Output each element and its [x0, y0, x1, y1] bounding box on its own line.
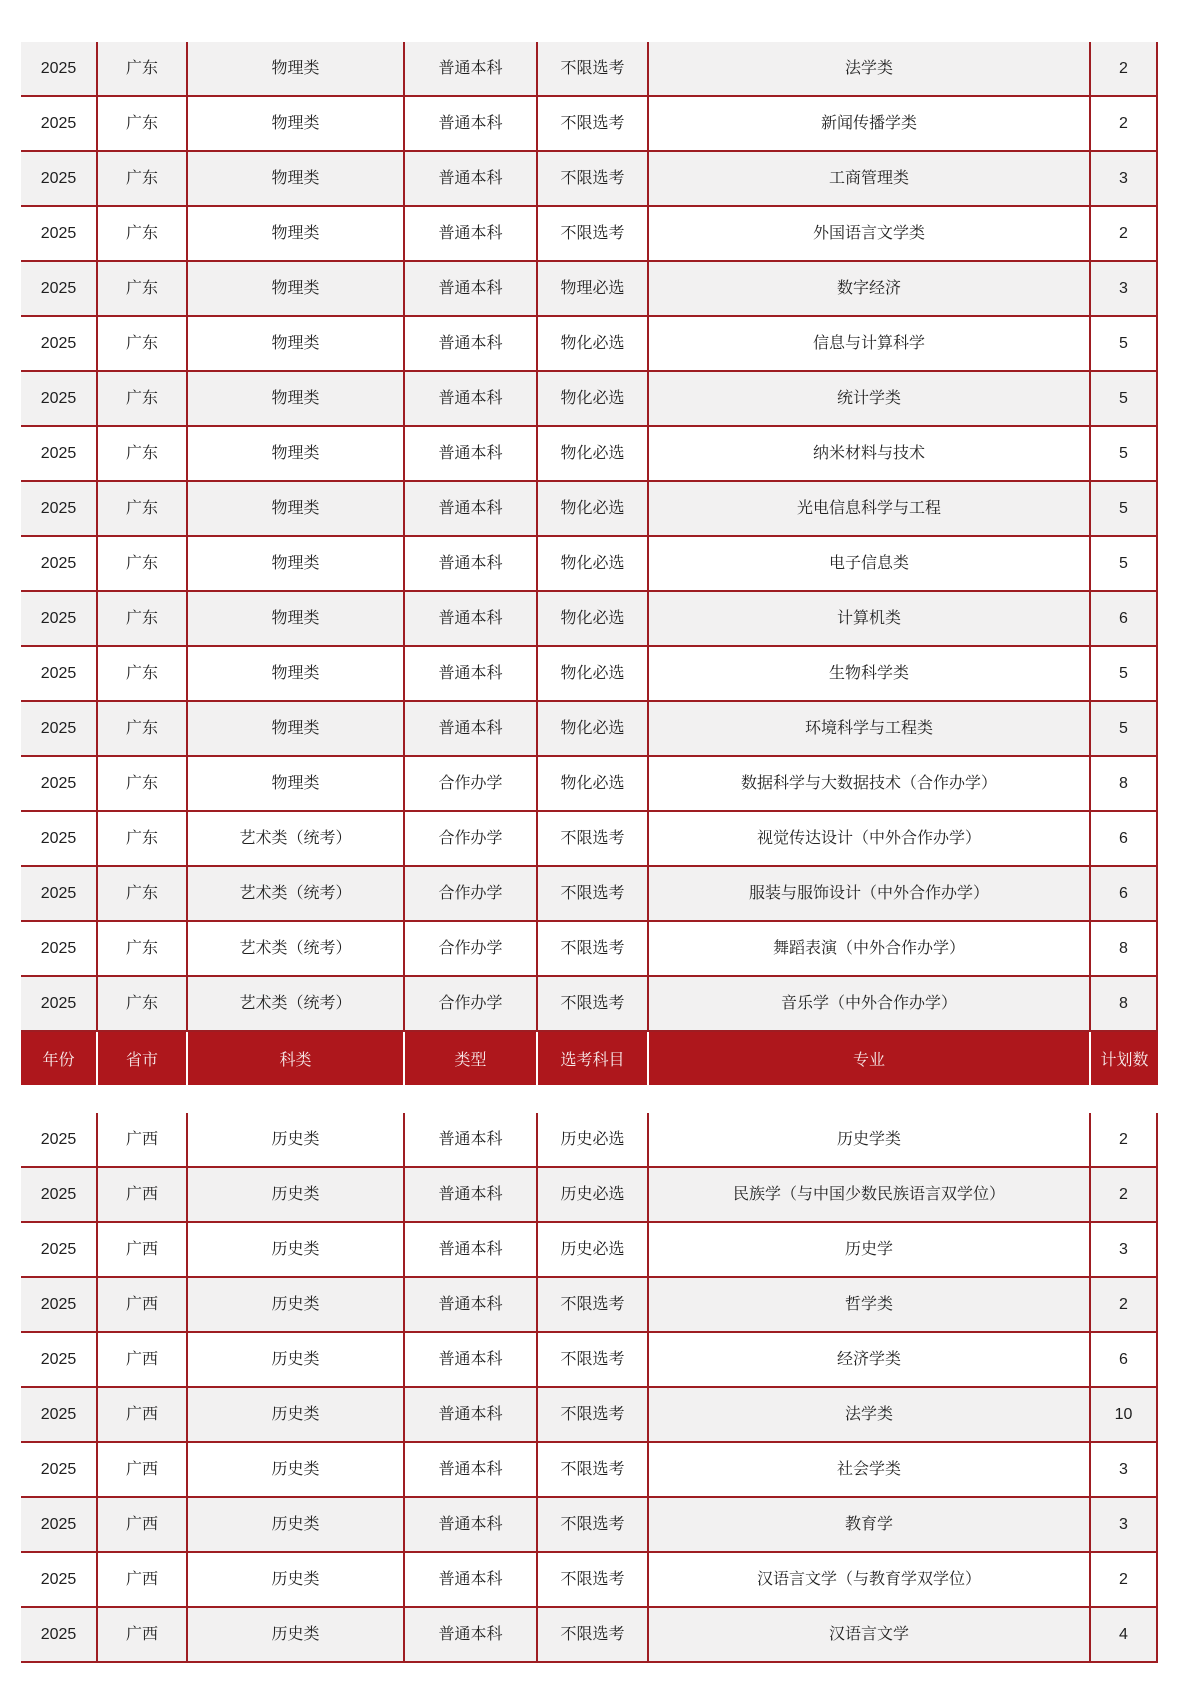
cell-year: 2025 [21, 207, 98, 260]
cell-province: 广东 [98, 757, 188, 810]
cell-province: 广东 [98, 867, 188, 920]
cell-major: 社会学类 [649, 1443, 1091, 1496]
cell-year: 2025 [21, 1443, 98, 1496]
cell-province: 广西 [98, 1388, 188, 1441]
cell-major: 汉语言文学 [649, 1608, 1091, 1661]
header-cell-count: 计划数 [1100, 1052, 1149, 1069]
cell-category: 历史类 [188, 1168, 405, 1221]
cell-subjects: 物化必选 [538, 702, 649, 755]
table-row [21, 757, 1158, 812]
table-row [21, 1113, 1158, 1168]
cell-type: 普通本科 [405, 1333, 538, 1386]
cell-count: 5 [1091, 427, 1158, 480]
cell-category: 历史类 [188, 1333, 405, 1386]
cell-subjects: 不限选考 [538, 97, 649, 150]
cell-major: 民族学（与中国少数民族语言双学位） [649, 1168, 1091, 1221]
cell-type: 合作办学 [405, 812, 538, 865]
header-cell-category: 科类 [188, 1032, 405, 1085]
cell-category: 物理类 [188, 97, 405, 150]
cell-major: 舞蹈表演（中外合作办学） [649, 922, 1091, 975]
cell-count: 3 [1091, 1443, 1158, 1496]
cell-subjects: 不限选考 [538, 977, 649, 1030]
cell-subjects: 历史必选 [538, 1168, 649, 1221]
cell-province: 广西 [98, 1278, 188, 1331]
table-header-row [21, 1032, 1158, 1085]
table-row [21, 537, 1158, 592]
cell-count: 3 [1091, 262, 1158, 315]
table-row [21, 922, 1158, 977]
cell-category: 物理类 [188, 317, 405, 370]
section-gap [21, 1085, 1158, 1113]
cell-count: 10 [1091, 1388, 1158, 1441]
header-cell-type: 类型 [405, 1032, 538, 1085]
cell-major: 视觉传达设计（中外合作办学） [649, 812, 1091, 865]
cell-count: 8 [1091, 977, 1158, 1030]
cell-count: 6 [1091, 812, 1158, 865]
table-row [21, 702, 1158, 757]
cell-category: 物理类 [188, 262, 405, 315]
table-row [21, 262, 1158, 317]
cell-category: 历史类 [188, 1113, 405, 1166]
cell-count: 5 [1091, 482, 1158, 535]
cell-count: 2 [1091, 1278, 1158, 1331]
header-cell-subjects: 选考科目 [538, 1032, 649, 1085]
cell-subjects: 物化必选 [538, 592, 649, 645]
cell-category: 艺术类（统考） [188, 922, 405, 975]
cell-type: 普通本科 [405, 372, 538, 425]
cell-province: 广东 [98, 207, 188, 260]
cell-subjects: 不限选考 [538, 42, 649, 95]
cell-province: 广东 [98, 372, 188, 425]
cell-count: 8 [1091, 922, 1158, 975]
cell-category: 物理类 [188, 757, 405, 810]
cell-subjects: 物化必选 [538, 372, 649, 425]
table-row [21, 592, 1158, 647]
cell-count: 5 [1091, 537, 1158, 590]
cell-count: 5 [1091, 317, 1158, 370]
cell-subjects: 不限选考 [538, 1553, 649, 1606]
cell-major: 历史学类 [649, 1113, 1091, 1166]
cell-major: 统计学类 [649, 372, 1091, 425]
cell-count: 6 [1091, 1333, 1158, 1386]
cell-year: 2025 [21, 1113, 98, 1166]
cell-province: 广西 [98, 1223, 188, 1276]
cell-year: 2025 [21, 482, 98, 535]
cell-province: 广西 [98, 1498, 188, 1551]
cell-year: 2025 [21, 1278, 98, 1331]
cell-subjects: 物化必选 [538, 647, 649, 700]
cell-subjects: 物化必选 [538, 482, 649, 535]
cell-count: 3 [1091, 152, 1158, 205]
cell-year: 2025 [21, 1553, 98, 1606]
cell-subjects: 不限选考 [538, 922, 649, 975]
cell-major: 生物科学类 [649, 647, 1091, 700]
cell-year: 2025 [21, 1223, 98, 1276]
table-row [21, 152, 1158, 207]
cell-category: 艺术类（统考） [188, 867, 405, 920]
table-section-guangxi [21, 1113, 1158, 1663]
cell-subjects: 物化必选 [538, 537, 649, 590]
table-row [21, 1443, 1158, 1498]
cell-category: 物理类 [188, 372, 405, 425]
cell-major: 教育学 [649, 1498, 1091, 1551]
cell-province: 广西 [98, 1553, 188, 1606]
cell-type: 普通本科 [405, 262, 538, 315]
cell-subjects: 不限选考 [538, 1278, 649, 1331]
cell-type: 普通本科 [405, 1278, 538, 1331]
cell-subjects: 不限选考 [538, 867, 649, 920]
cell-year: 2025 [21, 922, 98, 975]
cell-province: 广西 [98, 1168, 188, 1221]
cell-category: 历史类 [188, 1278, 405, 1331]
cell-province: 广东 [98, 482, 188, 535]
cell-category: 物理类 [188, 537, 405, 590]
cell-subjects: 物化必选 [538, 317, 649, 370]
cell-year: 2025 [21, 372, 98, 425]
cell-category: 物理类 [188, 592, 405, 645]
cell-province: 广东 [98, 427, 188, 480]
cell-year: 2025 [21, 427, 98, 480]
cell-type: 合作办学 [405, 977, 538, 1030]
table-row [21, 427, 1158, 482]
table-row [21, 1388, 1158, 1443]
cell-count: 2 [1091, 97, 1158, 150]
cell-year: 2025 [21, 1498, 98, 1551]
cell-type: 普通本科 [405, 152, 538, 205]
cell-count: 2 [1091, 1553, 1158, 1606]
header-cell-province: 省市 [98, 1032, 188, 1085]
cell-subjects: 历史必选 [538, 1223, 649, 1276]
cell-province: 广东 [98, 262, 188, 315]
cell-type: 合作办学 [405, 867, 538, 920]
cell-type: 普通本科 [405, 42, 538, 95]
cell-year: 2025 [21, 1168, 98, 1221]
admission-plan-table [21, 42, 1158, 1663]
cell-subjects: 不限选考 [538, 812, 649, 865]
cell-count: 5 [1091, 647, 1158, 700]
cell-category: 历史类 [188, 1443, 405, 1496]
table-row [21, 867, 1158, 922]
cell-subjects: 不限选考 [538, 1388, 649, 1441]
cell-major: 工商管理类 [649, 152, 1091, 205]
cell-major: 历史学 [649, 1223, 1091, 1276]
cell-type: 普通本科 [405, 1498, 538, 1551]
cell-major: 音乐学（中外合作办学） [649, 977, 1091, 1030]
cell-count: 3 [1091, 1223, 1158, 1276]
cell-category: 历史类 [188, 1498, 405, 1551]
cell-major: 汉语言文学（与教育学双学位） [649, 1553, 1091, 1606]
cell-count: 3 [1091, 1498, 1158, 1551]
table-row [21, 977, 1158, 1032]
cell-type: 合作办学 [405, 757, 538, 810]
cell-province: 广东 [98, 812, 188, 865]
cell-year: 2025 [21, 977, 98, 1030]
cell-major: 计算机类 [649, 592, 1091, 645]
cell-major: 法学类 [649, 42, 1091, 95]
cell-subjects: 不限选考 [538, 1608, 649, 1661]
cell-type: 普通本科 [405, 427, 538, 480]
table-row [21, 372, 1158, 427]
cell-year: 2025 [21, 42, 98, 95]
cell-type: 普通本科 [405, 1223, 538, 1276]
cell-count: 4 [1091, 1608, 1158, 1661]
cell-year: 2025 [21, 867, 98, 920]
cell-province: 广东 [98, 152, 188, 205]
cell-subjects: 不限选考 [538, 1498, 649, 1551]
cell-category: 物理类 [188, 152, 405, 205]
cell-major: 数字经济 [649, 262, 1091, 315]
cell-category: 物理类 [188, 207, 405, 260]
cell-year: 2025 [21, 537, 98, 590]
cell-major: 信息与计算科学 [649, 317, 1091, 370]
table-row [21, 1223, 1158, 1278]
cell-major: 环境科学与工程类 [649, 702, 1091, 755]
cell-province: 广东 [98, 922, 188, 975]
table-row [21, 1553, 1158, 1608]
table-row [21, 1333, 1158, 1388]
cell-category: 物理类 [188, 482, 405, 535]
cell-category: 历史类 [188, 1388, 405, 1441]
cell-type: 普通本科 [405, 482, 538, 535]
cell-type: 普通本科 [405, 1443, 538, 1496]
cell-province: 广东 [98, 97, 188, 150]
cell-category: 物理类 [188, 702, 405, 755]
cell-count: 8 [1091, 757, 1158, 810]
cell-province: 广东 [98, 647, 188, 700]
cell-type: 普通本科 [405, 537, 538, 590]
cell-category: 物理类 [188, 647, 405, 700]
cell-type: 普通本科 [405, 592, 538, 645]
cell-type: 普通本科 [405, 207, 538, 260]
cell-year: 2025 [21, 1333, 98, 1386]
cell-province: 广东 [98, 317, 188, 370]
header-cell-year: 年份 [21, 1032, 98, 1085]
cell-year: 2025 [21, 757, 98, 810]
cell-type: 普通本科 [405, 647, 538, 700]
cell-subjects: 不限选考 [538, 1443, 649, 1496]
cell-province: 广东 [98, 592, 188, 645]
table-row [21, 812, 1158, 867]
cell-province: 广东 [98, 702, 188, 755]
cell-major: 外国语言文学类 [649, 207, 1091, 260]
cell-type: 普通本科 [405, 702, 538, 755]
cell-major: 光电信息科学与工程 [649, 482, 1091, 535]
cell-subjects: 物理必选 [538, 262, 649, 315]
cell-count: 6 [1091, 867, 1158, 920]
cell-category: 物理类 [188, 42, 405, 95]
table-row [21, 317, 1158, 372]
cell-type: 合作办学 [405, 922, 538, 975]
cell-year: 2025 [21, 647, 98, 700]
cell-year: 2025 [21, 702, 98, 755]
table-section-guangdong [21, 42, 1158, 1032]
cell-province: 广东 [98, 537, 188, 590]
table-row [21, 42, 1158, 97]
table-row [21, 1168, 1158, 1223]
cell-count: 5 [1091, 372, 1158, 425]
cell-count: 2 [1091, 42, 1158, 95]
cell-category: 艺术类（统考） [188, 812, 405, 865]
cell-major: 经济学类 [649, 1333, 1091, 1386]
cell-province: 广西 [98, 1333, 188, 1386]
cell-major: 服装与服饰设计（中外合作办学） [649, 867, 1091, 920]
table-row [21, 482, 1158, 537]
cell-province: 广西 [98, 1113, 188, 1166]
cell-count: 2 [1091, 207, 1158, 260]
table-row [21, 1608, 1158, 1663]
cell-subjects: 不限选考 [538, 152, 649, 205]
table-row [21, 1498, 1158, 1553]
header-cell-major: 专业 [649, 1032, 1091, 1085]
cell-province: 广东 [98, 42, 188, 95]
cell-subjects: 物化必选 [538, 427, 649, 480]
cell-category: 历史类 [188, 1223, 405, 1276]
cell-type: 普通本科 [405, 97, 538, 150]
cell-type: 普通本科 [405, 1113, 538, 1166]
cell-year: 2025 [21, 152, 98, 205]
cell-year: 2025 [21, 592, 98, 645]
cell-year: 2025 [21, 812, 98, 865]
cell-province: 广东 [98, 977, 188, 1030]
cell-major: 哲学类 [649, 1278, 1091, 1331]
cell-type: 普通本科 [405, 1388, 538, 1441]
cell-subjects: 物化必选 [538, 757, 649, 810]
cell-year: 2025 [21, 1608, 98, 1661]
cell-category: 历史类 [188, 1553, 405, 1606]
cell-subjects: 历史必选 [538, 1113, 649, 1166]
cell-type: 普通本科 [405, 1168, 538, 1221]
cell-type: 普通本科 [405, 1608, 538, 1661]
table-row [21, 97, 1158, 152]
cell-type: 普通本科 [405, 317, 538, 370]
cell-year: 2025 [21, 317, 98, 370]
cell-category: 艺术类（统考） [188, 977, 405, 1030]
table-row [21, 207, 1158, 262]
cell-major: 新闻传播学类 [649, 97, 1091, 150]
cell-category: 历史类 [188, 1608, 405, 1661]
cell-province: 广西 [98, 1608, 188, 1661]
cell-count: 2 [1091, 1168, 1158, 1221]
cell-count: 2 [1091, 1113, 1158, 1166]
cell-year: 2025 [21, 262, 98, 315]
cell-count: 5 [1091, 702, 1158, 755]
cell-category: 物理类 [188, 427, 405, 480]
cell-major: 电子信息类 [649, 537, 1091, 590]
cell-subjects: 不限选考 [538, 1333, 649, 1386]
table-row [21, 1278, 1158, 1333]
cell-count: 6 [1091, 592, 1158, 645]
cell-subjects: 不限选考 [538, 207, 649, 260]
table-row [21, 647, 1158, 702]
cell-major: 数据科学与大数据技术（合作办学） [649, 757, 1091, 810]
cell-year: 2025 [21, 97, 98, 150]
cell-type: 普通本科 [405, 1553, 538, 1606]
cell-major: 法学类 [649, 1388, 1091, 1441]
cell-province: 广西 [98, 1443, 188, 1496]
cell-major: 纳米材料与技术 [649, 427, 1091, 480]
cell-year: 2025 [21, 1388, 98, 1441]
